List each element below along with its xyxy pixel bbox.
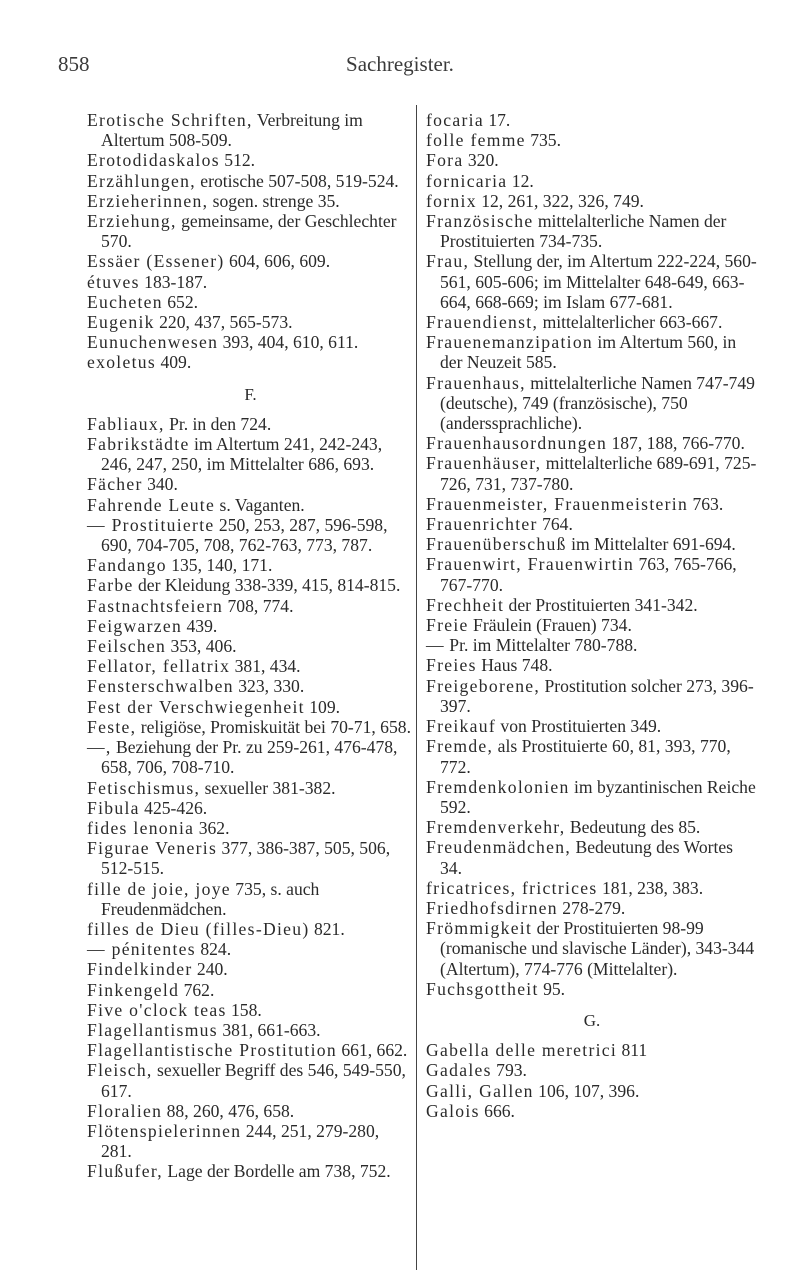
index-entry-references: Beziehung der Pr. zu 259-261, 476-478, 658, 706, 708-710.: [101, 737, 398, 778]
index-entry-term: Frauenhäuser,: [426, 453, 542, 474]
index-entry: [87, 575, 414, 595]
index-entry: [87, 272, 414, 292]
index-entry-term: Fächer: [87, 474, 143, 495]
index-entry-references: mittelalterliche 689-691, 725-726, 731, 737-780.: [440, 453, 757, 494]
index-entry-references: 763, 765-766, 767-770.: [440, 554, 737, 595]
index-entry-references: der Kleidung 338-339, 415, 814-815.: [133, 575, 401, 596]
index-entry: [87, 596, 414, 616]
index-entry: [87, 110, 414, 150]
index-entry: [87, 474, 414, 494]
index-entry-term: Frauenhausordnungen: [426, 433, 608, 454]
index-entry: [87, 939, 414, 959]
index-entry-references: im Mittelalter 691-694.: [566, 534, 736, 555]
index-entry: [426, 817, 758, 837]
index-entry: [87, 495, 414, 515]
entry-list: [426, 110, 758, 999]
index-entry-term: Flußufer,: [87, 1161, 163, 1182]
index-entry-term: Friedhofsdirnen: [426, 897, 558, 918]
index-entry: [426, 1040, 758, 1060]
index-entry: [426, 171, 758, 191]
index-entry-references: 512.: [219, 150, 256, 171]
index-entry: [426, 554, 758, 594]
index-entry-term: fides lenonia: [87, 817, 195, 838]
index-entry-term: Freudenmädchen,: [426, 837, 572, 858]
index-entry-term: fille de joie, joye: [87, 878, 231, 899]
index-entry-references: 381, 661-663.: [217, 1019, 321, 1040]
index-entry-references: der Prostituierten 341-342.: [504, 594, 698, 615]
index-entry-term: Erotische Schriften,: [87, 110, 253, 130]
page-number: 858: [58, 52, 90, 76]
index-entry-term: folle femme: [426, 130, 526, 151]
index-entry: [87, 555, 414, 575]
index-entry-references: 604, 606, 609.: [224, 251, 331, 272]
index-entry-term: Eugenik: [87, 312, 155, 333]
index-entry: [87, 697, 414, 717]
index-entry-references: gemeinsame, der Geschlechter 570.: [101, 211, 397, 252]
index-entry-references: mittelalterlicher 663-667.: [538, 312, 723, 333]
index-entry: [426, 191, 758, 211]
index-entry-term: étuves: [87, 271, 140, 292]
index-entry: [87, 211, 414, 251]
index-entry-references: 323, 330.: [233, 676, 305, 697]
index-entry-references: sexueller 381-382.: [200, 777, 336, 798]
index-entry-references: Verbreitung im Altertum 508-509.: [101, 110, 363, 151]
index-entry-term: exoletus: [87, 352, 157, 373]
index-entry-references: 187, 188, 766-770.: [607, 433, 745, 454]
index-entry-term: Gabella delle meretrici: [426, 1040, 618, 1061]
index-entry-term: Floralien: [87, 1100, 163, 1121]
index-entry: [426, 898, 758, 918]
index-entry: [426, 979, 758, 999]
index-entry-references: erotische 507-508, 519-524.: [195, 170, 399, 191]
index-entry: [87, 798, 414, 818]
index-entry-term: Fremdenkolonien: [426, 776, 570, 797]
index-entry: [426, 615, 758, 635]
index-entry-references: mittelalterliche Namen der Prostituierten 734-735.: [440, 211, 727, 252]
index-entry-term: Fora: [426, 150, 464, 171]
index-entry-references: Pr. in den 724.: [164, 413, 272, 434]
entry-list: [426, 1040, 758, 1121]
index-entry: [87, 676, 414, 696]
index-entry: [87, 636, 414, 656]
index-entry-references: 362.: [194, 817, 230, 838]
index-entry-term: Five o'clock teas: [87, 999, 227, 1020]
index-entry: [87, 251, 414, 271]
index-entry: [87, 778, 414, 798]
index-entry: [87, 818, 414, 838]
index-entry-references: der Prostituierten 98-99 (romanische und slavische Länder), 343-344 (Altertum), 774-776 (Mittelalter).: [440, 918, 755, 979]
index-entry: [426, 211, 758, 251]
index-entry-references: Stellung der, im Altertum 222-224, 560-561, 605-606; im Mittelalter 648-649, 663-664, 668-669; im Islam 677-681.: [440, 251, 757, 312]
index-entry-term: Eunuchenwesen: [87, 332, 219, 353]
index-entry-term: focaria: [426, 110, 484, 130]
index-entry-references: 181, 238, 383.: [597, 877, 704, 898]
index-entry-term: — Prostituierte: [87, 514, 215, 535]
index-entry-references: 824.: [195, 939, 232, 960]
index-entry: [426, 1060, 758, 1080]
index-entry-term: Flagellantismus: [87, 1019, 218, 1040]
index-entry-term: Erzieherinnen,: [87, 190, 209, 211]
index-entry: [87, 737, 414, 777]
index-entry: [87, 1040, 414, 1060]
index-entry-references: 12, 261, 322, 326, 749.: [476, 190, 644, 211]
index-entry-references: 320.: [463, 150, 499, 171]
index-entry: [426, 373, 758, 434]
index-entry-references: 240.: [192, 959, 228, 980]
index-entry-references: 821.: [309, 918, 345, 939]
index-entry-references: 393, 404, 610, 611.: [218, 332, 359, 353]
index-entry: [426, 716, 758, 736]
index-entry: [426, 635, 758, 655]
index-entry-references: mittelalterliche Namen 747-749 (deutsche), 749 (französische), 750 (anderssprachliche).: [440, 372, 755, 434]
index-entry-references: sexueller Begriff des 546, 549-550, 617.: [101, 1060, 406, 1101]
index-entry: [426, 514, 758, 534]
index-entry-term: Französische: [426, 211, 534, 232]
index-entry-term: Fetischismus,: [87, 777, 201, 798]
index-entry: [87, 434, 414, 474]
index-entry-references: 340.: [142, 474, 178, 495]
index-entry-references: 17.: [483, 110, 511, 130]
index-entry: [87, 980, 414, 1000]
index-entry-term: filles de Dieu (filles-Dieu): [87, 918, 310, 939]
index-entry-references: 158.: [226, 999, 262, 1020]
index-entry: [426, 251, 758, 312]
index-entry: [426, 736, 758, 776]
index-entry-term: Flötenspielerinnen: [87, 1120, 242, 1141]
index-entry-term: Freigeborene,: [426, 675, 541, 696]
index-entry: [87, 1060, 414, 1100]
index-entry-term: Freikauf: [426, 716, 497, 737]
index-entry-term: Erotodidaskalos: [87, 150, 220, 171]
index-entry-references: 12.: [507, 170, 534, 191]
index-entry-term: Frömmigkeit: [426, 918, 533, 939]
index-entry-references: 109.: [304, 696, 341, 717]
index-entry-term: Figurae Veneris: [87, 838, 218, 859]
index-entry-references: 183-187.: [139, 271, 208, 292]
index-entry-term: Frauenemanzipation: [426, 332, 594, 353]
index-entry-term: Fest der Verschwiegenheit: [87, 696, 305, 717]
index-entry-term: Frauenwirt, Frauenwirtin: [426, 554, 635, 575]
index-entry: [87, 292, 414, 312]
index-entry-term: Frauendienst,: [426, 312, 539, 333]
index-entry: [87, 150, 414, 170]
index-entry-references: 95.: [538, 978, 566, 999]
index-entry: [87, 1101, 414, 1121]
index-entry: [426, 130, 758, 150]
index-entry-references: 381, 434.: [230, 656, 301, 677]
index-entry: [426, 595, 758, 615]
index-entry: [426, 110, 758, 130]
index-entry-term: Galli, Gallen: [426, 1080, 534, 1101]
index-entry: [426, 878, 758, 898]
index-entry: [426, 918, 758, 979]
index-entry-term: Fahrende Leute: [87, 494, 216, 515]
index-entry-term: Feigwarzen: [87, 615, 183, 636]
index-entry: [87, 171, 414, 191]
index-entry: [87, 656, 414, 676]
index-entry-term: Fuchsgottheit: [426, 978, 539, 999]
index-entry-references: 763.: [688, 493, 724, 514]
index-entry-references: 661, 662.: [336, 1040, 408, 1061]
index-entry-term: Fabrikstädte: [87, 434, 190, 455]
index-entry-term: Fabliaux,: [87, 413, 165, 434]
index-entry-term: Frauenmeister, Frauenmeisterin: [426, 493, 689, 514]
index-entry-references: 762.: [179, 979, 215, 1000]
column-divider: [416, 105, 417, 1270]
index-entry: [426, 1081, 758, 1101]
index-entry-term: Fensterschwalben: [87, 676, 234, 697]
index-entry: [87, 717, 414, 737]
entry-list: [87, 414, 414, 1182]
index-entry: [426, 494, 758, 514]
left-column: [87, 110, 414, 1182]
index-entry-references: 278-279.: [557, 897, 626, 918]
index-entry-term: Feilschen: [87, 636, 167, 657]
index-entry-references: 409.: [156, 352, 192, 373]
index-entry-references: im byzantinischen Reiche 592.: [440, 776, 756, 817]
index-entry-references: Prostitution solcher 273, 396-397.: [440, 675, 754, 716]
index-entry-references: 425-426.: [139, 797, 208, 818]
index-entry-term: fornicaria: [426, 170, 508, 191]
index-entry: [426, 150, 758, 170]
index-entry-references: 88, 260, 476, 658.: [162, 1100, 295, 1121]
index-entry-term: Fleisch,: [87, 1060, 153, 1081]
index-entry-term: Frau,: [426, 251, 470, 272]
index-entry: [87, 312, 414, 332]
index-entry: [87, 191, 414, 211]
section-letter-g: G.: [583, 1010, 601, 1030]
index-entry-term: — pénitentes: [87, 939, 196, 960]
index-entry-references: 439.: [182, 615, 218, 636]
index-entry: [87, 1161, 414, 1181]
index-entry-term: Finkengeld: [87, 979, 180, 1000]
index-entry-references: 353, 406.: [166, 636, 237, 657]
index-entry-references: 793.: [491, 1060, 527, 1081]
index-entry-term: fornix: [426, 190, 477, 211]
index-entry: [87, 414, 414, 434]
index-entry-references: 220, 437, 565-573.: [154, 312, 293, 333]
index-entry-references: Bedeutung des 85.: [565, 817, 701, 838]
index-entry-references: als Prostituierte 60, 81, 393, 770, 772.: [440, 736, 731, 777]
index-entry-references: 708, 774.: [223, 595, 294, 616]
index-entry-term: Fandango: [87, 555, 167, 576]
index-entry: [87, 616, 414, 636]
index-entry-references: Pr. im Mittelalter 780-788.: [444, 635, 638, 656]
page-title: Sachregister.: [346, 52, 454, 76]
index-entry-references: im Altertum 241, 242-243, 246, 247, 250, im Mittelalter 686, 693.: [101, 434, 383, 475]
index-entry-references: 735, s. auch Freudenmädchen.: [101, 878, 320, 919]
index-entry: [426, 312, 758, 332]
index-entry-references: 666.: [479, 1100, 515, 1121]
index-entry-references: von Prostituierten 349.: [496, 716, 662, 737]
index-entry-term: fricatrices, frictrices: [426, 877, 598, 898]
index-entry-term: Frechheit: [426, 594, 505, 615]
index-entry-term: Flagellantistische Prostitution: [87, 1040, 337, 1061]
index-entry-references: Fräulein (Frauen) 734.: [468, 615, 632, 636]
index-entry: [87, 352, 414, 372]
index-entry-references: 377, 386-387, 505, 506, 512-515.: [101, 838, 391, 879]
index-entry-term: Frauenrichter: [426, 514, 538, 535]
index-entry-term: Eucheten: [87, 291, 163, 312]
index-entry-references: Haus 748.: [476, 655, 553, 676]
index-entry: [87, 838, 414, 878]
page-header: [0, 52, 800, 82]
index-entry-term: Fellator, fellatrix: [87, 656, 231, 677]
index-entry: [87, 1020, 414, 1040]
entry-list: [87, 110, 414, 373]
index-entry: [87, 1121, 414, 1161]
index-entry-references: religiöse, Promiskuität bei 70-71, 658.: [136, 716, 411, 737]
index-entry-term: Erziehung,: [87, 211, 177, 232]
index-entry-term: Findelkinder: [87, 959, 193, 980]
index-entry-references: Bedeutung des Wortes 34.: [440, 837, 734, 878]
index-entry-term: Farbe: [87, 575, 134, 596]
index-entry: [87, 879, 414, 919]
index-entry-term: Erzählungen,: [87, 170, 196, 191]
index-entry-references: 106, 107, 396.: [533, 1080, 640, 1101]
index-entry-term: —: [426, 635, 445, 656]
index-entry: [426, 534, 758, 554]
index-entry-references: 811: [617, 1040, 648, 1061]
index-entry-term: Frauenüberschuß: [426, 534, 567, 555]
index-entry-term: Freie: [426, 615, 469, 636]
index-entry-references: 735.: [525, 130, 561, 151]
index-entry-references: im Altertum 560, in der Neuzeit 585.: [440, 332, 737, 373]
index-entry-references: 244, 251, 279-280, 281.: [101, 1120, 380, 1162]
index-entry-references: sogen. strenge 35.: [208, 190, 340, 211]
index-entry: [426, 453, 758, 493]
index-entry: [87, 959, 414, 979]
index-entry-term: Essäer (Essener): [87, 251, 225, 272]
index-entry-term: Fibula: [87, 797, 140, 818]
index-entry: [426, 777, 758, 817]
index-entry-references: 250, 253, 287, 596-598, 690, 704-705, 708, 762-763, 773, 787.: [101, 514, 388, 556]
index-entry: [87, 515, 414, 555]
index-entry: [426, 332, 758, 372]
index-entry-references: 652.: [162, 291, 199, 312]
index-entry-term: Galois: [426, 1100, 480, 1121]
index-entry: [87, 919, 414, 939]
index-entry-references: 764.: [537, 514, 573, 535]
index-entry-references: Lage der Bordelle am 738, 752.: [162, 1161, 391, 1182]
index-entry: [426, 837, 758, 877]
index-entry: [426, 433, 758, 453]
section-letter-f: F.: [244, 384, 257, 404]
index-entry: [426, 655, 758, 675]
index-entry-references: s. Vaganten.: [215, 494, 305, 515]
right-column: [426, 110, 758, 1121]
index-entry-term: Feste,: [87, 716, 137, 737]
index-entry-term: —,: [87, 737, 112, 758]
index-entry: [87, 1000, 414, 1020]
index-entry-term: Frauenhaus,: [426, 372, 526, 393]
index-entry-term: Gadales: [426, 1060, 492, 1081]
index-entry: [87, 332, 414, 352]
index-entry-term: Fastnachtsfeiern: [87, 595, 224, 616]
index-entry-term: Fremde,: [426, 736, 494, 757]
index-entry: [426, 676, 758, 716]
index-entry-term: Freies: [426, 655, 477, 676]
index-entry-references: 135, 140, 171.: [166, 555, 273, 576]
index-entry-term: Fremdenverkehr,: [426, 817, 566, 838]
index-entry: [426, 1101, 758, 1121]
